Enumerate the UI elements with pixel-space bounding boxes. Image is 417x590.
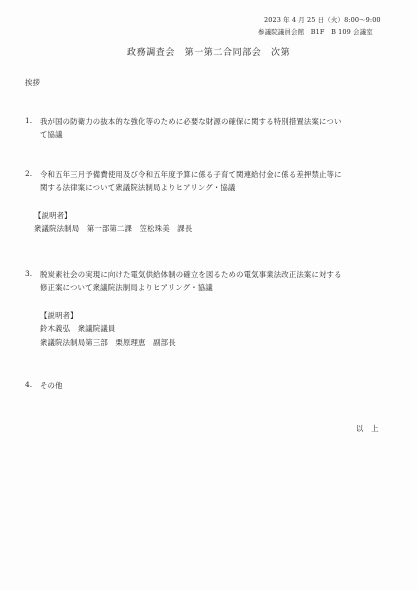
document-title: 政務調査会 第一第二合同部会 次第 xyxy=(127,48,291,58)
item-3-explainer-heading: 【説明者】 xyxy=(40,311,78,320)
item-3-line-1: 脱炭素社会の実現に向けた電気供給体制の確立を図るための電気事業法改正法案に対する xyxy=(40,270,342,279)
item-3-explainer-2: 衆議院法制局第三部 栗原理恵 副部長 xyxy=(40,338,176,347)
item-1-number: 1. xyxy=(25,116,33,125)
item-4-line-1: その他 xyxy=(40,381,63,390)
item-3-line-2: 修正案について衆議院法制局よりヒアリング・協議 xyxy=(40,283,213,292)
item-2-number: 2. xyxy=(25,169,33,178)
meeting-datetime: 2023 年 4 月 25 日（火）8:00～9:00 xyxy=(264,16,381,24)
item-2-line-1: 令和五年三月予備費使用及び令和五年度予算に係る子育て関連給付金に係る差押禁止等に xyxy=(40,170,342,179)
item-1-line-2: て協議 xyxy=(40,130,63,139)
item-3-number: 3. xyxy=(25,269,33,278)
meeting-location: 参議院議員会館 B1F B 109 会議室 xyxy=(258,28,373,36)
item-3-explainer-1: 鈴木義弘 衆議院議員 xyxy=(40,324,116,333)
item-2-line-2: 関する法律案について衆議院法制局よりヒアリング・協議 xyxy=(40,183,236,192)
item-2-explainer-heading: 【説明者】 xyxy=(34,211,72,220)
closing-mark: 以 上 xyxy=(356,424,379,433)
item-2-explainer: 衆議院法制局 第一部第二課 笠松珠美 課長 xyxy=(34,224,193,233)
item-4-number: 4. xyxy=(25,380,33,389)
item-1-line-1: 我が国の防衛力の抜本的な強化等のために必要な財源の確保に関する特別措置法案につい xyxy=(40,117,342,126)
greeting-label: 挨拶 xyxy=(25,78,41,87)
